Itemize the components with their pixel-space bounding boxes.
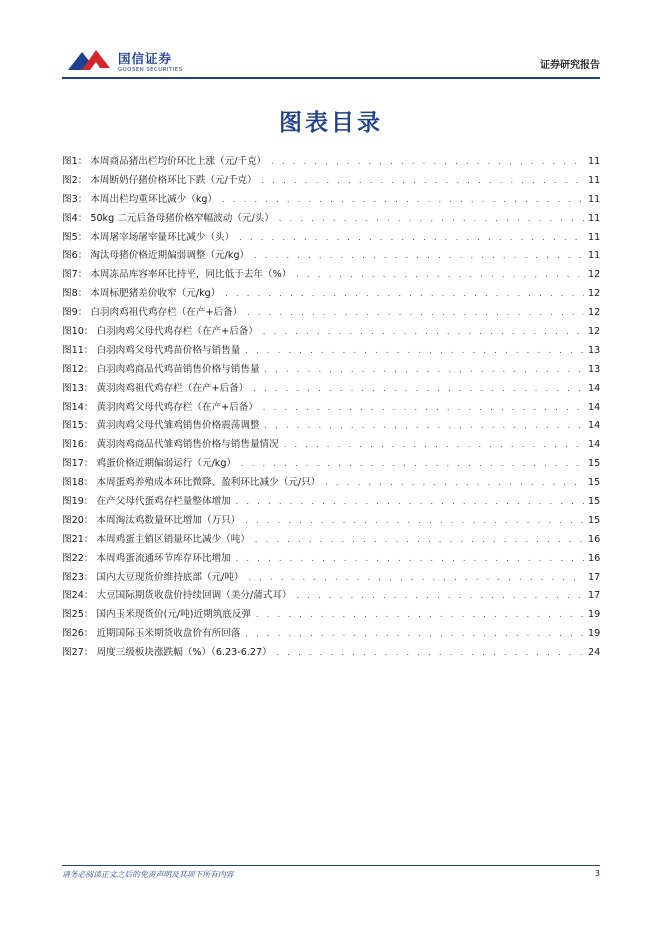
footer-disclaimer: 请务必阅读正文之后的免责声明及其项下所有内容 [62, 870, 234, 879]
footer-divider [62, 865, 600, 866]
toc-dot-leader [221, 191, 584, 210]
toc-entry-page[interactable]: 19 [588, 628, 601, 640]
toc-entry-page[interactable]: 19 [588, 609, 601, 621]
toc-entry-page[interactable]: 17 [588, 590, 601, 602]
toc-dot-leader [253, 247, 584, 266]
toc-entry-label[interactable]: 图10： 白羽肉鸡父母代鸡存栏（在产+后备） [62, 326, 258, 338]
page-title: 图表目录 [279, 110, 383, 136]
toc-entry-label[interactable]: 图21： 本周鸡蛋主销区销量环比减少（吨） [62, 533, 250, 545]
toc-entry-label[interactable]: 图25： 国内玉米现货价(元/吨)近期筑底反弹 [62, 609, 252, 621]
toc-entry-label[interactable]: 图5： 本周屠宰场屠宰量环比减少（头） [62, 231, 235, 243]
toc-entry-page[interactable]: 11 [588, 250, 601, 262]
toc-entry-label[interactable]: 图13： 黄羽肉鸡祖代鸡存栏（在产+后备） [62, 382, 249, 394]
toc-entry-page[interactable]: 14 [588, 382, 601, 394]
toc-entry[interactable] [62, 380, 600, 399]
toc-dot-leader [270, 153, 584, 172]
toc-dot-leader [264, 361, 584, 380]
toc-entry[interactable] [62, 399, 600, 418]
toc-dot-leader [264, 417, 584, 436]
toc-entry[interactable] [62, 153, 600, 172]
toc-entry[interactable] [62, 455, 600, 474]
toc-dot-leader [254, 531, 584, 550]
toc-entry-page[interactable]: 13 [588, 363, 601, 375]
toc-dot-leader [255, 606, 584, 625]
toc-entry-label[interactable]: 图18： 本周蛋鸡养殖成本环比微降、盈利环比减少（元/只） [62, 477, 321, 489]
toc-entry-page[interactable]: 24 [588, 647, 601, 659]
table-of-figures [62, 153, 600, 663]
toc-dot-leader [244, 342, 584, 361]
logo-mark-icon [66, 46, 114, 76]
toc-entry[interactable] [62, 417, 600, 436]
toc-dot-leader [276, 644, 584, 663]
toc-entry-label[interactable]: 图19： 在产父母代蛋鸡存栏量整体增加 [62, 496, 231, 508]
toc-dot-leader [244, 512, 584, 531]
toc-entry-page[interactable]: 17 [588, 571, 601, 583]
toc-entry-page[interactable]: 15 [588, 477, 601, 489]
toc-dot-leader [252, 380, 584, 399]
toc-dot-leader [261, 172, 584, 191]
toc-entry[interactable] [62, 266, 600, 285]
toc-entry-label[interactable]: 图20： 本周淘汰鸡数量环比增加（万只） [62, 514, 241, 526]
toc-entry-label[interactable]: 图8： 本周标肥猪差价收窄（元/kg） [62, 288, 221, 300]
toc-entry-page[interactable]: 15 [588, 496, 601, 508]
toc-entry-page[interactable]: 12 [588, 288, 601, 300]
toc-entry-page[interactable]: 11 [588, 156, 601, 167]
toc-dot-leader [235, 493, 584, 512]
toc-entry-label[interactable]: 图4： 50kg 二元后备母猪价格窄幅波动（元/头） [62, 212, 274, 224]
company-logo [66, 46, 191, 78]
toc-entry-label[interactable]: 图12： 白羽肉鸡商品代鸡苗销售价格与销售量 [62, 363, 260, 375]
toc-dot-leader [295, 266, 584, 285]
toc-entry[interactable] [62, 342, 600, 361]
toc-entry[interactable] [62, 323, 600, 342]
toc-dot-leader [246, 304, 584, 323]
toc-entry-label[interactable]: 图6： 淘汰母猪价格近期偏弱调整（元/kg） [62, 250, 250, 262]
toc-entry-page[interactable]: 12 [588, 269, 601, 281]
toc-dot-leader [224, 285, 584, 304]
toc-dot-leader [262, 323, 584, 342]
toc-dot-leader [296, 587, 584, 606]
logo-text-en: GUOSEN SECURITIES [118, 67, 183, 73]
toc-entry[interactable] [62, 550, 600, 569]
toc-entry-page[interactable]: 14 [588, 401, 601, 413]
toc-entry-label[interactable]: 图27： 周度三级板块涨跌幅（%）（6.23-6.27） [62, 647, 272, 659]
toc-entry[interactable] [62, 436, 600, 455]
toc-dot-leader [324, 474, 584, 493]
report-type-label: 证券研究报告 [540, 60, 600, 71]
page-header [62, 42, 600, 76]
toc-entry[interactable] [62, 191, 600, 210]
toc-entry-label[interactable]: 图16： 黄羽肉鸡商品代雏鸡销售价格与销售量情况 [62, 439, 279, 451]
toc-entry[interactable] [62, 474, 600, 493]
toc-entry[interactable] [62, 210, 600, 229]
toc-entry[interactable] [62, 531, 600, 550]
toc-entry-page[interactable]: 11 [588, 193, 601, 205]
toc-entry-page[interactable]: 16 [588, 533, 601, 545]
toc-dot-leader [248, 569, 584, 588]
toc-entry-page[interactable]: 15 [588, 458, 601, 470]
toc-entry[interactable] [62, 229, 600, 248]
toc-entry[interactable] [62, 606, 600, 625]
toc-entry[interactable] [62, 304, 600, 323]
toc-entry[interactable] [62, 587, 600, 606]
page-number: 3 [594, 869, 600, 878]
toc-entry-page[interactable]: 14 [588, 439, 601, 451]
logo-text-cn: 国信证券 [118, 51, 173, 66]
toc-entry[interactable] [62, 644, 600, 663]
toc-dot-leader [240, 455, 584, 474]
toc-entry-label[interactable]: 图22： 本周鸡蛋流通环节库存环比增加 [62, 552, 231, 564]
toc-entry-label[interactable]: 图17： 鸡蛋价格近期偏弱运行（元/kg） [62, 458, 237, 470]
toc-entry-page[interactable]: 11 [588, 231, 601, 243]
toc-entry-page[interactable]: 12 [588, 307, 601, 319]
toc-entry-page[interactable]: 15 [588, 514, 601, 526]
toc-entry-label[interactable]: 图14： 黄羽肉鸡父母代鸡存栏（在产+后备） [62, 401, 258, 413]
toc-entry-label[interactable]: 图26： 近期国际玉米期货收盘价有所回落 [62, 628, 241, 640]
toc-dot-leader [235, 550, 584, 569]
toc-entry-label[interactable]: 图15： 黄羽肉鸡父母代雏鸡销售价格震荡调整 [62, 420, 260, 432]
toc-entry-label[interactable]: 图7： 本周冻品库容率环比持平，同比低于去年（%） [62, 269, 292, 281]
toc-entry[interactable] [62, 361, 600, 380]
toc-entry-label[interactable]: 图2： 本周断奶仔猪价格环比下跌（元/千克） [62, 174, 257, 186]
toc-entry[interactable] [62, 569, 600, 588]
toc-dot-leader [262, 399, 584, 418]
toc-entry[interactable] [62, 512, 600, 531]
toc-entry[interactable] [62, 625, 600, 644]
toc-dot-leader [238, 229, 584, 248]
toc-entry-page[interactable]: 16 [588, 552, 601, 564]
toc-entry[interactable] [62, 247, 600, 266]
toc-entry-label[interactable]: 图3： 本周出栏均重环比减少（kg） [62, 193, 218, 205]
toc-dot-leader [283, 436, 584, 455]
header-divider [62, 77, 600, 79]
toc-entry-label[interactable]: 图9： 白羽肉鸡祖代鸡存栏（在产+后备） [62, 307, 243, 319]
toc-entry-label[interactable]: 图24： 大豆国际期货收盘价持续回调（美分/蒲式耳） [62, 590, 292, 602]
toc-entry-label[interactable]: 图23： 国内大豆现货价维持底部（元/吨） [62, 571, 244, 583]
toc-entry-page[interactable]: 14 [588, 420, 601, 432]
toc-entry[interactable] [62, 172, 600, 191]
toc-entry[interactable] [62, 493, 600, 512]
toc-entry-page[interactable]: 11 [588, 212, 601, 224]
toc-dot-leader [244, 625, 584, 644]
toc-entry-label[interactable]: 图11： 白羽肉鸡父母代鸡苗价格与销售量 [62, 344, 241, 356]
toc-dot-leader [278, 210, 584, 229]
toc-entry-page[interactable]: 13 [588, 344, 601, 356]
toc-entry-page[interactable]: 11 [588, 174, 601, 186]
toc-entry-label[interactable]: 图1： 本周商品猪出栏均价环比上涨（元/千克） [62, 156, 267, 167]
toc-entry-page[interactable]: 12 [588, 326, 601, 338]
toc-entry[interactable] [62, 285, 600, 304]
